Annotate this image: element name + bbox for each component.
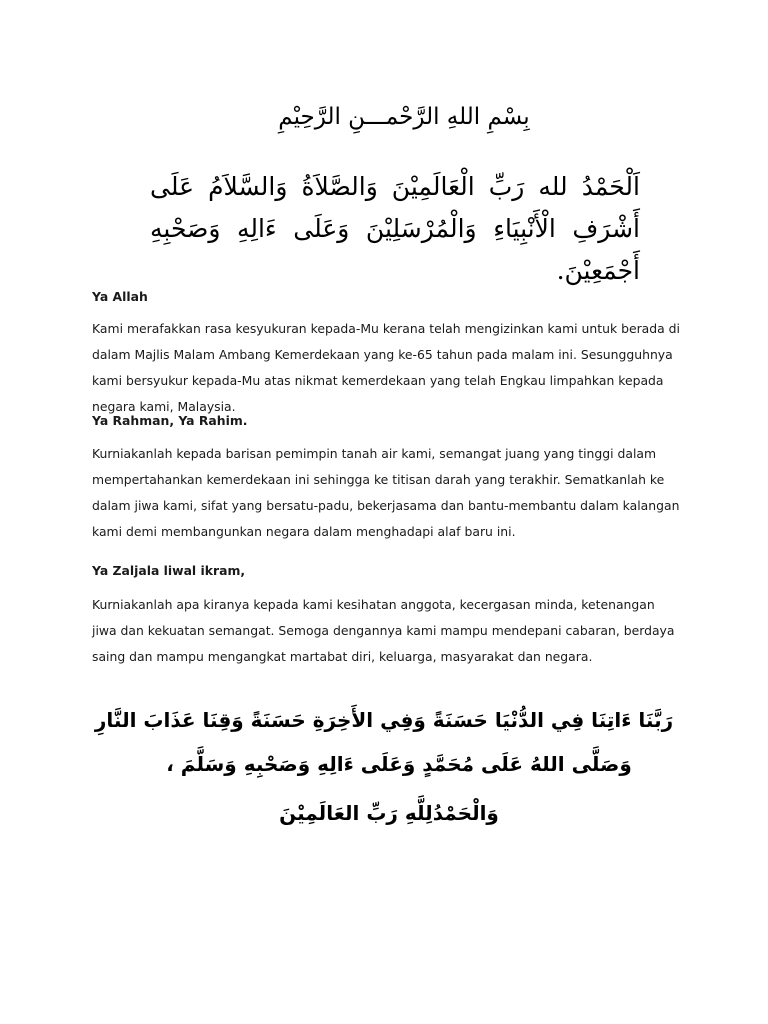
closing-doa-line-1: رَبَّنَا ءَاتِنَا فِي الدُّنْيَا حَسَنَةً وَفِي الأَخِرَةِ حَسَنَةً وَقِنَا عَذَابَ النَّارِ (94, 708, 674, 732)
closing-doa-line-2: وَصَلَّى اللهُ عَلَى مُحَمَّدٍ وَعَلَى ءَالِهِ وَصَحْبِهِ وَسَلَّمَ ، (166, 752, 632, 776)
section-heading-ya-rahman: Ya Rahman, Ya Rahim. (92, 413, 248, 428)
opening-arabic-text: اَلْحَمْدُ لله رَبِّ الْعَالَمِيْنَ وَالصَّلاَةُ وَالسَّلاَمُ عَلَى أَشْرَفِ الْأَنْبِيَاءِ وَالْمُرْسَلِيْنَ وَعَلَى ءَالِهِ وَصَحْبِهِ أَجْمَعِيْنَ. (150, 172, 640, 285)
section-paragraph-3 (92, 592, 682, 670)
paragraph-text: Kami merafakkan rasa kesyukuran kepada-Mu kerana telah mengizinkan kami untuk berada di dalam Majlis Malam Ambang Kemerdekaan yang ke-65 tahun pada malam ini. Sesungguhnya kami bersyukur kepada-Mu atas nikmat kemerdekaan yang telah Engkau limpahkan kepada negara kami, Malaysia. (92, 321, 680, 414)
section-paragraph-2 (92, 441, 682, 545)
basmala-text: بِسْمِ اللهِ الرَّحْمـــنِ الرَّحِيْمِ (278, 104, 530, 130)
paragraph-text: Kurniakanlah apa kiranya kepada kami kesihatan anggota, kecergasan minda, ketenangan jiwa dan kekuatan semangat. Semoga dengannya kami mampu mendepani cabaran, berdaya saing dan mampu mengangkat martabat diri, keluarga, masyarakat dan negara. (92, 597, 675, 664)
paragraph-text: Kurniakanlah kepada barisan pemimpin tanah air kami, semangat juang yang tinggi dalam mempertahankan kemerdekaan ini sehingga ke titisan darah yang terakhir. Sematkanlah ke dalam jiwa kami, sifat yang bersatu-padu, bekerjasama dan bantu-membantu dalam kalangan kami demi membangunkan negara dalam menghadapi alaf baru ini. (92, 446, 680, 539)
section-heading-ya-allah: Ya Allah (92, 289, 148, 304)
closing-doa-line-3: وَالْحَمْدُلِلَّهِ رَبِّ العَالَمِيْنَ (279, 801, 499, 825)
section-paragraph-1 (92, 316, 682, 420)
section-heading-ya-zaljala: Ya Zaljala liwal ikram, (92, 563, 246, 578)
